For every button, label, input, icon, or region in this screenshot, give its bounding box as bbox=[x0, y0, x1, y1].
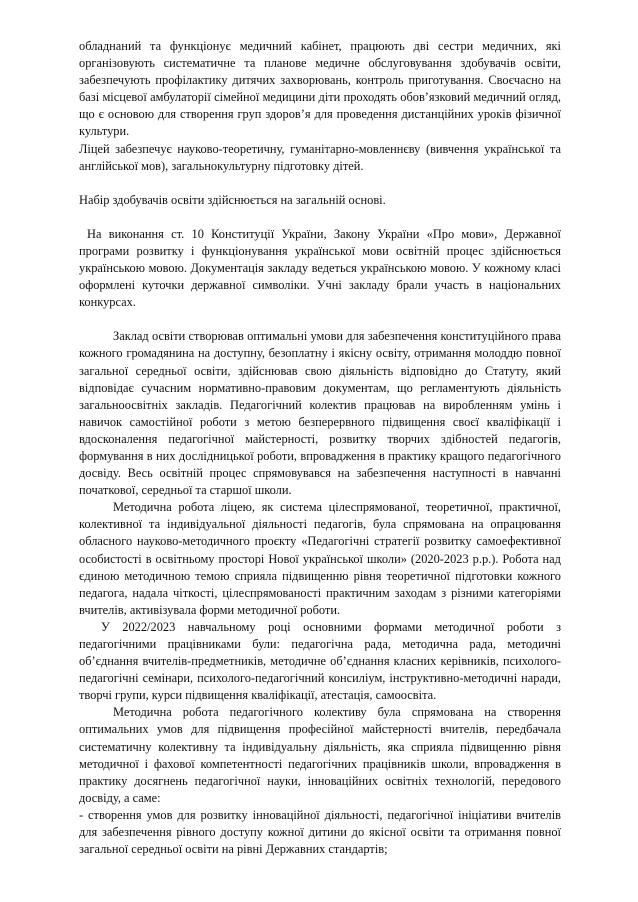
paragraph-methodical-forms: У 2022/2023 навчальному році основними формами методичної роботи з педагогічними працівниками були: педагогічна рада, методична рада, методичні об’єднання вчителів-предметників, методичне об’єднання класних керівників, психолого-педагогічні семінари, психолого-педагогічний консиліум, інструктивно-методичні наради, творчі групи, курси підвищення кваліфікації, атестація, самоосвіта. bbox=[79, 619, 561, 703]
list-item-innovation-conditions: - створення умов для розвитку інноваційної діяльності, педагогічної ініціативи вчителів для забезпечення рівного доступу кожної дитини до якісної освіти та отримання повної загальної середньої освіти на рівні Державних стандартів; bbox=[79, 807, 561, 857]
spacer bbox=[79, 311, 561, 328]
paragraph-methodical-direction: Методична робота педагогічного колективу була спрямована на створення оптимальних умов для підвищення професійної майстерності вчителів, передбачала систематичну колективну та індивідуальну діяльність, яка сприяла підвищенню рівня методичної і фахової компетентності педагогічних працівників школи, впровадження в практику досягнень педагогічної науки, інноваційних освітніх технологій, передового досвіду, а саме: bbox=[79, 705, 561, 805]
spacer bbox=[79, 175, 561, 192]
spacer bbox=[79, 209, 561, 226]
paragraph-institution-conditions: Заклад освіти створював оптимальні умови для забезпечення конституційного права кожного громадянина на доступну, безоплатну і якісну освіту, отримання молоддю повної загальної середньої освіти, здійснював свою діяльність відповідно до Статуту, який відповідає сучасним нормативно-правовим документам, що регламентують діяльність загальноосвітніх закладів. Педагогічний колектив працював на виробленням умінь і навичок самостійної роботи з метою безперервного підвищення своєї кваліфікації і вдосконалення педагогічної майстерності, розвитку творчих здібностей педагогів, формування в них дослідницької роботи, впровадження в практику кращого педагогічного досвіду. Весь освітній процес спрямовувався на забезпечення наступності в навчанні початкової, середньої та старшої школи. bbox=[79, 329, 561, 498]
document-page bbox=[79, 38, 561, 858]
paragraph-admission: Набір здобувачів освіти здійснюється на загальній основі. bbox=[79, 192, 386, 207]
paragraph-methodical-work: Методична робота ліцею, як система цілеспрямованої, теоретичної, практичної, колективної та індивідуальної діяльності педагогів, була спрямована на опрацювання обласного науково-методичного проєкту «Педагогічні стратегії розвитку самоефективної особистості в освітньому просторі Нової української школи» (2020-2023 р.р.). Робота над єдиною методичною темою сприяла підвищенню рівня теоретичної підготовки кожного педагога, надала чіткості, цілеспрямованості практичним заходам з різними категоріями вчителів, активізувала форми методичної роботи. bbox=[79, 500, 561, 617]
paragraph-lyceum-training: Ліцей забезпечує науково-теоретичну, гуманітарно-мовленнєву (вивчення української та англійської мов), загальнокультурну підготовку дітей. bbox=[79, 141, 561, 173]
paragraph-language-law: На виконання ст. 10 Конституції України, Закону України «Про мови», Державної програми розвитку і функціонування української мови освітній процес здійснюється українською мовою. Документація закладу ведеться українською мовою. У кожному класі оформлені куточки державної символіки. Учні закладу брали участь в національних конкурсах. bbox=[79, 226, 561, 310]
paragraph-medical-cabinet: обладнаний та функціонує медичний кабінет, працюють дві сестри медичних, які організовують систематичне та планове медичне обслуговування здобувачів освіти, забезпечують профілактику дитячих захворювань, контроль приготування. Своєчасно на базі місцевої амбулаторії сімейної медицини діти проходять обов’язковий медичний огляд, що є основою для створення груп здоров’я для проведення дистанційних уроків фізичної культури. bbox=[79, 39, 561, 139]
